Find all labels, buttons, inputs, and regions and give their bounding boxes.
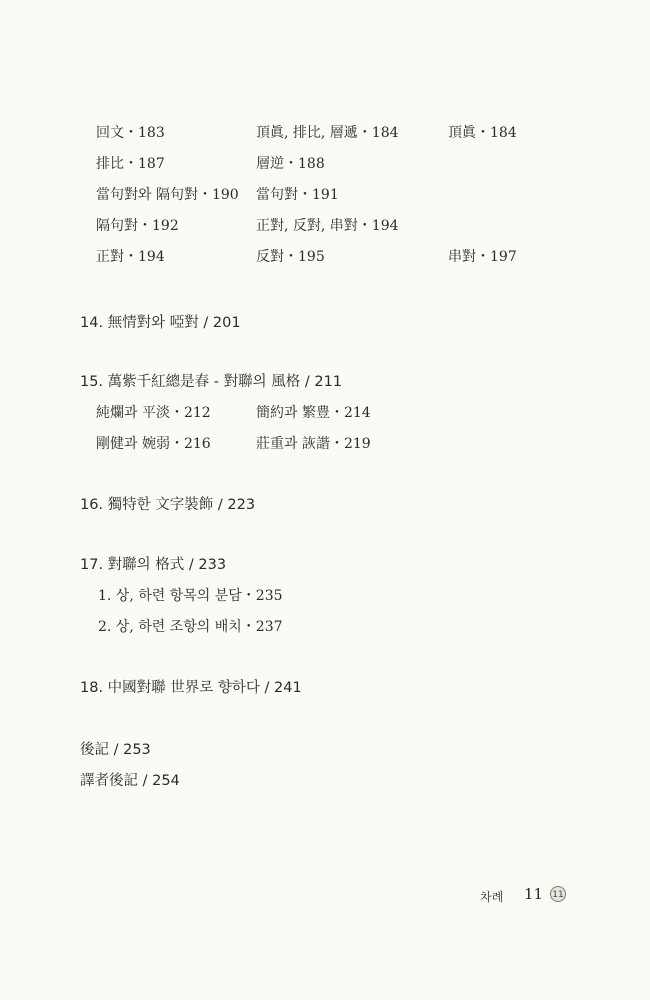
toc-subentry: 串對・197 xyxy=(448,249,517,265)
toc-subentry: 頂眞, 排比, 層遞・184 xyxy=(256,125,399,141)
running-footer-label: 차례 xyxy=(480,890,504,904)
page-ornament-icon: 11 xyxy=(550,886,566,902)
toc-section-18: 18. 中國對聯 世界로 향하다 / 241 xyxy=(80,680,302,696)
toc-subentry: 莊重과 詼諧・219 xyxy=(256,436,371,452)
toc-numbered-item: 1. 상, 하련 항목의 분담・235 xyxy=(98,588,283,604)
toc-subentry: 正對・194 xyxy=(96,249,165,265)
toc-subentry: 正對, 反對, 串對・194 xyxy=(256,218,399,234)
toc-subentry: 當句對와 隔句對・190 xyxy=(96,187,239,203)
toc-subentry: 純爛과 平淡・212 xyxy=(96,405,211,421)
toc-subentry: 簡約과 繁豊・214 xyxy=(256,405,371,421)
toc-numbered-item: 2. 상, 하련 조항의 배치・237 xyxy=(98,619,283,635)
toc-subentry: 剛健과 婉弱・216 xyxy=(96,436,211,452)
toc-subentry: 回文・183 xyxy=(96,125,165,141)
toc-section-15: 15. 萬紫千紅總是春 - 對聯의 風格 / 211 xyxy=(80,374,343,390)
toc-section-16: 16. 獨特한 文字裝飾 / 223 xyxy=(80,497,256,513)
toc-subentry: 層逆・188 xyxy=(256,156,325,172)
toc-subentry: 當句對・191 xyxy=(256,187,339,203)
toc-afterword: 後記 / 253 xyxy=(80,742,151,758)
toc-translator-afterword: 譯者後記 / 254 xyxy=(80,773,180,789)
toc-section-17: 17. 對聯의 格式 / 233 xyxy=(80,557,227,573)
toc-subentry: 隔句對・192 xyxy=(96,218,179,234)
page-number: 11 xyxy=(524,885,544,903)
toc-subentry: 排比・187 xyxy=(96,156,165,172)
toc-subentry: 頂眞・184 xyxy=(448,125,517,141)
toc-subentry: 反對・195 xyxy=(256,249,325,265)
toc-section-14: 14. 無情對와 啞對 / 201 xyxy=(80,315,241,331)
